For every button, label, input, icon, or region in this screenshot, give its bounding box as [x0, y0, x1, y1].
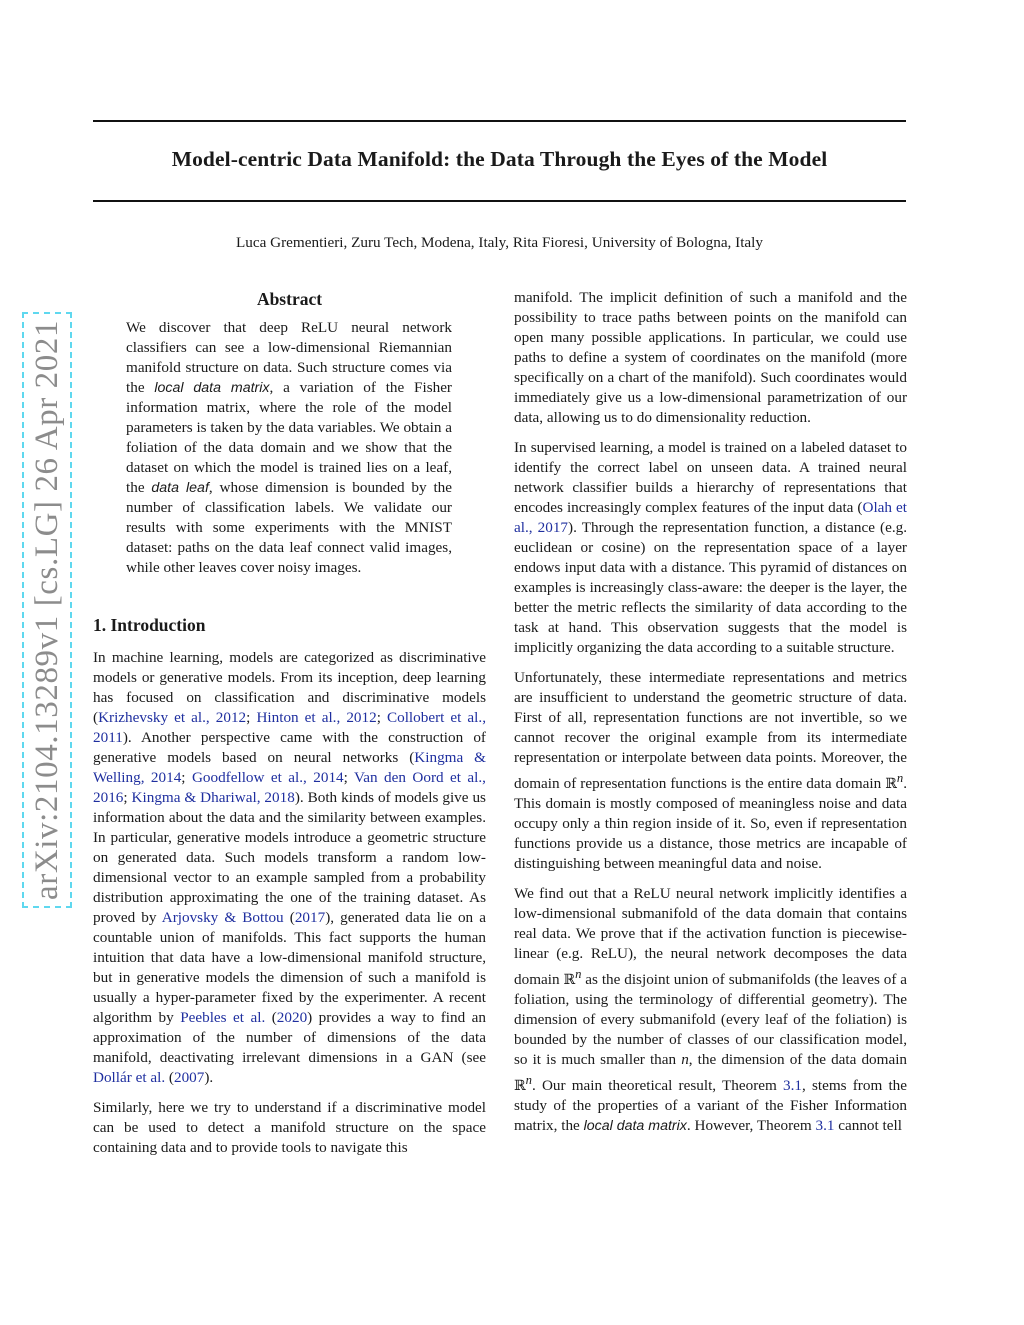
citation-link[interactable]: Collobert et al., 2011	[93, 709, 486, 746]
citation-link[interactable]: Dollár et al.	[93, 1069, 166, 1086]
right-paragraph-4: We find out that a ReLU neural network implicitly identifies a low-dimensional submanifold of the data domain that contains real data. We prove that if the activation function is piecewise-linear (e.g. ReLU), the neural network decomposes the data domain ℝ$^n$ as the disjoint union of submanifolds (the leaves of a foliation, using the terminology of differential geometry). The dimension of every submanifold (every leaf of the foliation) is bounded by the number of classes of our classification model, so it is much smaller than n, the dimension of the data domain ℝ$^n$. Our main theoretical result, Theorem 3.1, stems from the study of the properties of a variant of the Fisher Information matrix, the local data matrix. However, Theorem 3.1 cannot tell	[514, 885, 908, 1135]
citation-link[interactable]: Arjovsky & Bottou	[161, 909, 284, 926]
paper-title: Model-centric Data Manifold: the Data Through the Eyes of the Model	[171, 147, 828, 171]
intro-paragraph-1: In machine learning, models are categorized as discriminative models or generative models. From its inception, deep learning has focused on classification and discriminative models (Krizhevsky et al., 2012; Hinton et al., 2012; Collobert et al., 2011). Another perspective came with the construction of generative models based on neural networks (Kingma & Welling, 2014; Goodfellow et al., 2014; Van den Oord et al., 2016; Kingma & Dhariwal, 2018). Both kinds of models give us information about the data and the similarity between examples. In particular, generative models introduce a geometric structure on generated data. Such models transform a random low-dimensional vector to an example sampled from a probability distribution approximating the one of the training dataset. As proved by Arjovsky & Bottou (2017), generated data lie on a countable union of manifolds. This fact supports the human intuition that data have a low-dimensional manifold structure, but in generative models the dimension of such a manifold is usually a hyper-parameter fixed by the experimenter. A recent algorithm by Peebles et al. (2020) provides a way to find an approximation of the number of dimensions of the data manifold, deactivating irrelevant dimensions in a GAN (see Dollár et al. (2007).	[93, 649, 486, 1086]
citation-link[interactable]: Van den Oord et al., 2016	[93, 769, 486, 806]
citation-link[interactable]: Olah et al., 2017	[514, 499, 907, 536]
citation-link[interactable]: Krizhevsky et al., 2012	[98, 709, 247, 726]
left-column	[93, 288, 486, 1168]
top-rule	[93, 120, 906, 122]
citation-link[interactable]: 2020	[276, 1009, 308, 1026]
citation-link[interactable]: Peebles et al.	[180, 1009, 266, 1026]
citation-link[interactable]: Kingma & Dhariwal, 2018	[131, 789, 295, 806]
section-heading-introduction: 1. Introduction	[93, 615, 206, 635]
abstract-heading: Abstract	[256, 289, 323, 309]
abstract-text: We discover that deep ReLU neural network classifiers can see a low-dimensional Riemannian manifold structure on data. Such structure comes via the local data matrix, a variation of the Fisher information matrix, where the role of the model parameters is taken by the data variables. We obtain a foliation of the data domain and we show that the dataset on which the model is trained lies on a leaf, the data leaf, whose dimension is bounded by the number of classification labels. We validate our results with some experiments with the MNIST dataset: paths on the data leaf connect valid images, while other leaves cover noisy images.	[126, 319, 452, 576]
citation-link[interactable]: Goodfellow et al., 2014	[191, 769, 344, 786]
theorem-ref-link[interactable]: 3.1	[783, 1077, 802, 1095]
right-paragraph-1: manifold. The implicit definition of such a manifold and the possibility to trace paths between points on the manifold can open many possible applications. In particular, we could use paths to define a system of coordinates on the manifold (more specifically on a chart of the manifold). Such coordinates would immediately give us a low-dimensional parametrization of our data, allowing us to do dimensionality reduction.	[514, 289, 907, 426]
bottom-rule	[93, 200, 906, 202]
right-column	[514, 288, 907, 1146]
citation-link[interactable]: Kingma & Welling, 2014	[93, 749, 486, 786]
citation-link[interactable]: Hinton et al., 2012	[256, 709, 377, 726]
right-paragraph-2: In supervised learning, a model is trained on a labeled dataset to identify the correct label on unseen data. A trained neural network classifier builds a hierarchy of representations that encodes increasingly complex features of the input data (Olah et al., 2017). Through the representation function, a distance (e.g. euclidean or cosine) on the representation space of a layer endows input data with a distance. This pyramid of distances on examples is increasingly class-aware: the deeper is the layer, the better the metric reflects the similarity of data according to the task at hand. This observation suggests that the model is implicitly organizing the data according to a suitable structure.	[514, 439, 908, 656]
citation-link[interactable]: 2007	[173, 1069, 205, 1086]
intro-paragraph-2: Similarly, here we try to understand if a discriminative model can be used to detect a manifold structure on the space containing data and to provide tools to navigate this	[93, 1099, 486, 1156]
arxiv-identifier-stamp[interactable]: arXiv:2104.13289v1 [cs.LG] 26 Apr 2021	[22, 312, 72, 908]
theorem-ref-link[interactable]: 3.1	[815, 1117, 835, 1135]
citation-link[interactable]: 2017	[294, 909, 326, 926]
author-line: Luca Grementieri, Zuru Tech, Modena, Italy, Rita Fioresi, University of Bologna, Italy	[236, 234, 763, 251]
right-paragraph-3: Unfortunately, these intermediate representations and metrics are insufficient to understand the geometric structure of data. First of all, representation functions are not invertible, so we cannot recover the original example from its intermediate representation or interpolate between data points. Moreover, the domain of representation functions is the entire data domain ℝ$^n$. This domain is mostly composed of meaningless noise and data occupy only a thin region inside of it. So, even if representation functions provide us a distance, those metrics are incapable of distinguishing between meaningful data and noise.	[514, 669, 907, 873]
